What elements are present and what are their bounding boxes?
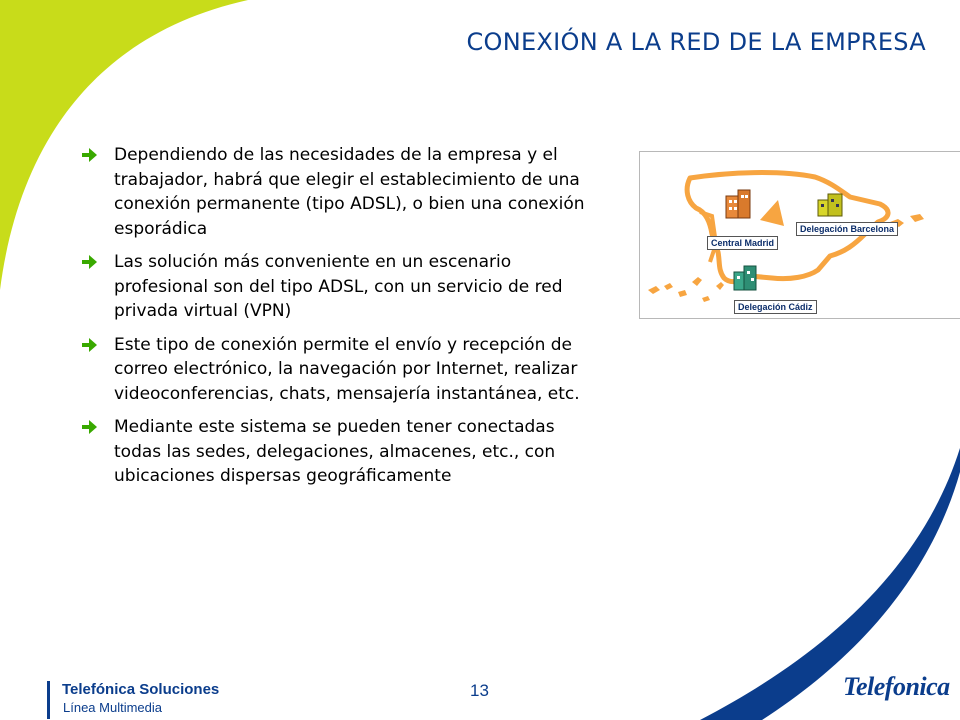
label-central-madrid: Central Madrid [707, 236, 778, 250]
page-number: 13 [470, 681, 489, 700]
list-item [82, 250, 602, 324]
bullet-text: Mediante este sistema se pueden tener conectadas todas las sedes, delegaciones, almacenes, etc., con ubicaciones dispersas geográficamente [114, 417, 556, 486]
footer-divider [47, 681, 50, 719]
list-item [82, 415, 602, 489]
division-name: Línea Multimedia [63, 700, 162, 715]
arrow-right-icon [82, 255, 97, 269]
slide-title: CONEXIÓN A LA RED DE LA EMPRESA [466, 28, 926, 56]
telefonica-logo: Telefonica [843, 672, 950, 701]
list-item [82, 333, 602, 407]
list-item [82, 143, 602, 241]
label-delegacion-barcelona: Delegación Barcelona [796, 222, 898, 236]
arrow-right-icon [82, 420, 97, 434]
network-map [639, 151, 960, 319]
arrow-right-icon [82, 148, 97, 162]
arrow-right-icon [82, 338, 97, 352]
bullet-text: Este tipo de conexión permite el envío y recepción de correo electrónico, la navegación por Internet, realizar videoconferencias, chats, mensajería instantánea, etc. [114, 334, 580, 404]
company-name: Telefónica Soluciones [62, 681, 220, 698]
bullet-text: Dependiendo de las necesidades de la empresa y el trabajador, habrá que elegir el establecimiento de una conexión permanente (tipo ADSL), o bien una conexión esporádica [114, 145, 585, 239]
bullet-list [82, 143, 602, 498]
label-delegacion-cadiz: Delegación Cádiz [734, 300, 817, 314]
bullet-text: Las solución más conveniente en un escenario profesional son del tipo ADSL, con un servicio de red privada virtual (VPN) [114, 252, 563, 321]
